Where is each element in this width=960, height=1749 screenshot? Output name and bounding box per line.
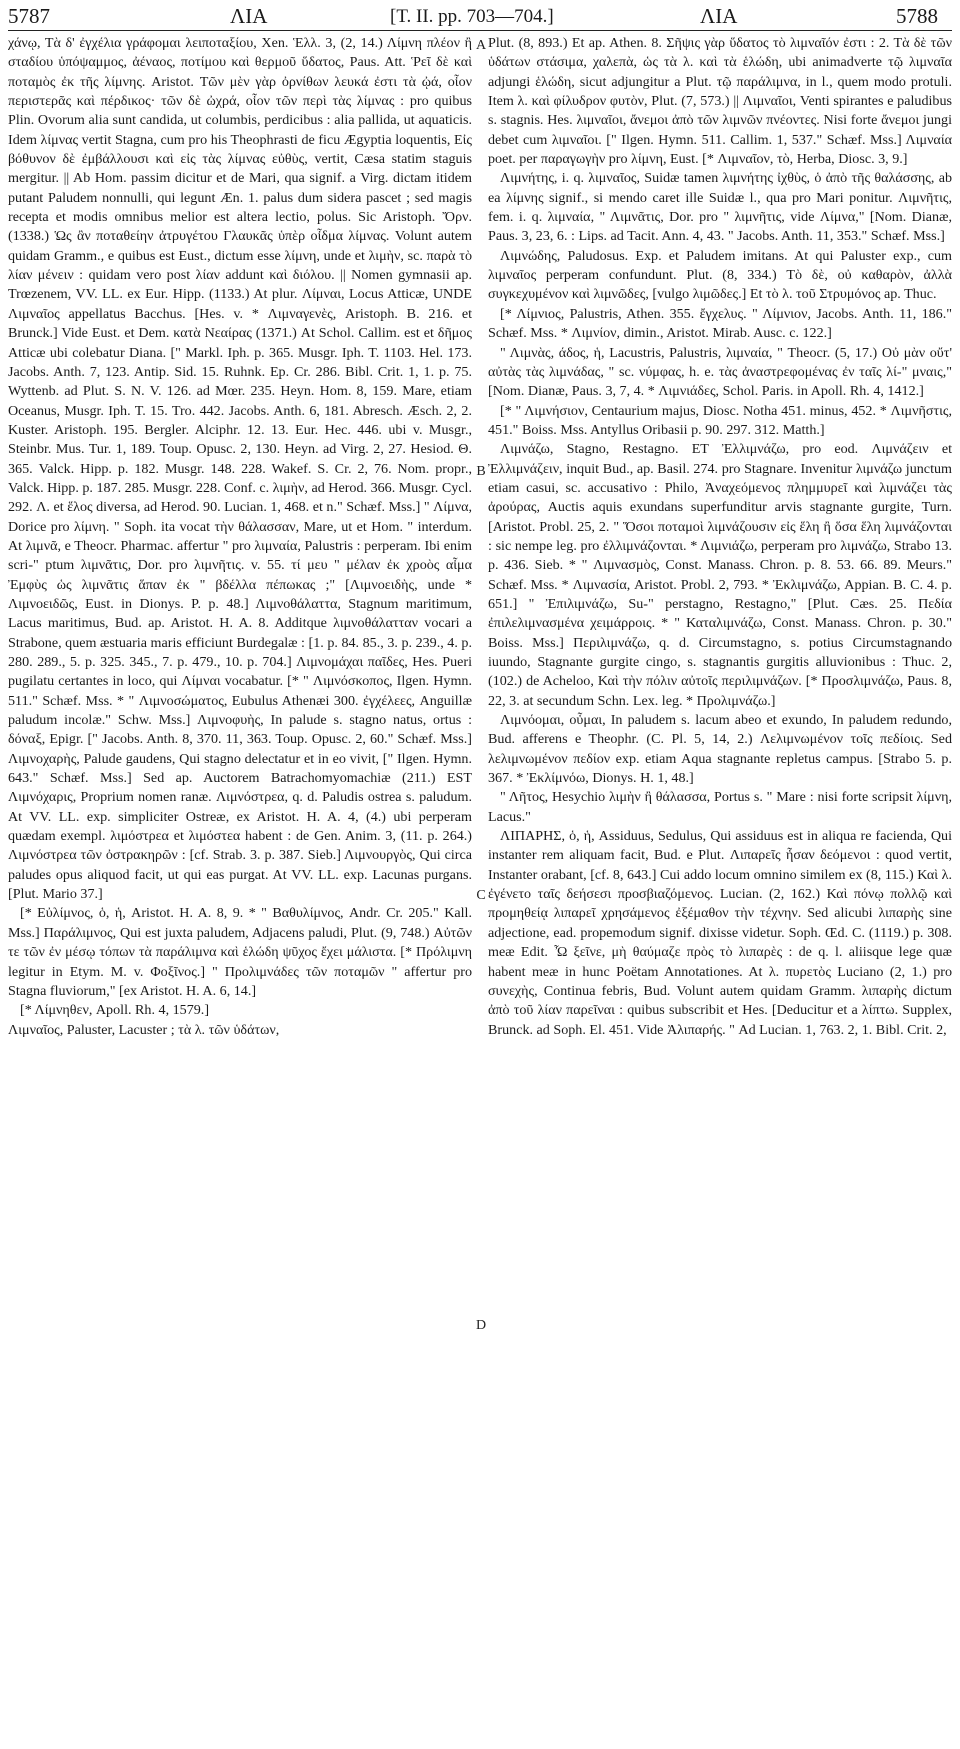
- right-entry-block: " Λῆτος, Hesychio λιμὴν ἢ θάλασσα, Portus s. " Mare : nisi forte scripsit λίμνη, Lacus.": [488, 789, 952, 825]
- right-entry-block: Plut. (8, 893.) Et ap. Athen. 8. Σῆψις γὰρ ὕδατος τὸ λιμναῖόν ἐστι : 2. Τὰ δὲ τῶν ὑδάτων στάσιμα, χαλεπὰ, ὡς τὰ λ. καὶ τὰ ἑλώδη, ubi animadverte τῷ λιμναῖα adjungi ἑλώδη, sicut adjungitur a Plut. τῷ παράλιμνα, in l., quem modo protuli. Item λ. καὶ φίλυδρον φυτὸν, Plut. (7, 573.) || Λιμναῖοι, Venti spirantes e paludibus s. stagnis. Hes. λιμναῖοι, ἄνεμοι ἀπὸ τῶν λιμνῶν πνέοντες. Nisi forte ἄνεμοι jungi debet cum λιμναῖοι. [" Ilgen. Hymn. 511. Callim. 1, 537." Schæf. Mss.] Λιμναία poet. per παραγωγὴν pro λίμνη, Eust. [* Λιμναῖον, τὸ, Herba, Diosc. 3, 9.]: [488, 35, 952, 168]
- right-entry-block: " Λιμνὰς, άδος, ἡ, Lacustris, Palustris, λιμναία, " Theocr. (5, 17.) Οὐ μὰν οὔτ' αὐτὰς τὰς λιμνάδας, " sc. νύμφας, h. e. τὰς ἀναστρεφομένας ἐν ταῖς λί-" μναις," [Nom. Dianæ, Paus. 3, 7, 4. * Λιμνιάδες, Schol. Paris. in Apoll. Rh. 4, 1412.]: [488, 344, 952, 400]
- page-header: [0, 0, 960, 34]
- running-headword-left: ΛΙΑ: [230, 4, 268, 28]
- left-entry-block: Λιμναῖος, Paluster, Lacuster ; τὰ λ. τῶν ὑδάτων,: [8, 1021, 280, 1038]
- right-entry-block: [* " Λιμνήσιον, Centaurium majus, Diosc. Notha 451. minus, 452. * Λιμνῆστις, 451." Boiss. Mss. Antyllus Oribasii p. 90. 297. 312. Matth.]: [488, 402, 952, 438]
- right-entry-block: Λιμνάζω, Stagno, Restagno. ΕΤ Ἐλλιμνάζω, pro eod. Λιμνάζειν et Ἐλλιμνάζειν, inquit Bud., ap. Basil. 274. pro Stagnare. Invenitur λιμνάζω junctum etiam casui, sc. accusativo : Philo, Ἀναχεόμενος πλημμυρεῖ καὶ λιμνάζει τὰς ἀρούρας, Auctis aquis exundans superfunditur arvis stagnante gurgite, Turn. [Aristot. Probl. 25, 2. " Ὅσοι ποταμοὶ λιμνάζουσιν εἰς ἕλη ἢ ὅσα ἕλη λιμνάζονται : sic nempe leg. pro ἐλλιμνάζονται. * Λιμνιάζω, perperam pro λιμνάζω, Strabo 13. p. 436. Sieb. * " Λιμνασμὸς, Const. Manass. Chron. p. 8. 53. 66. 89. Meurs." Schæf. Mss. * Λιμνασία, Aristot. Probl. 2, 793. * Ἐκλιμνάζω, Appian. B. C. 4. p. 651.] " Ἐπιλιμνάζω, Su-" perstagno, Restagno," [Plut. Cæs. 25. Πεδία ἐπιλελιμνασμένα χειμάρροις. * " Καταλιμνάζω, Const. Manass. Chron. p. 30." Boiss. Mss.] Περιλιμνάζω, q. d. Circumstagno, s. potius Circumstagnando iuundo, Stagnante gurgite cingo, s. stagnantis gurgitis alluvionibus : Thuc. 2, (102.) de Acheloo, Καὶ τὴν πόλιν αὐτοῖς περιλιμνάζων. [* Προσλιμνάζω, Paus. 8, 22, 3. at secundum Schn. Lex. leg. * Προλιμνάζω.]: [488, 441, 952, 709]
- right-entry-block: Λιμνόομαι, οὖμαι, In paludem s. lacum abeo et exundo, In paludem redundo, Bud. afferens e Theophr. (C. Pl. 5, 14, 2.) Λελιμνωμένον τοῖς πεδίοις. Sed λελιμνωμένον πεδίον exp. etiam Aqua stagnante repletus campus. [Strabo 5. p. 367. * Ἐκλίμνόω, Dionys. H. 1, 48.]: [488, 712, 952, 787]
- page-number-left: 5787: [8, 4, 50, 28]
- left-entry-block: [* Εὐλίμνος, ὁ, ἡ, Aristot. H. A. 8, 9. * " Βαθυλίμνος, Andr. Cr. 205." Kall. Mss.] Παράλιμνος, Qui est juxta paludem, Adjacens paludi, Plut. (9, 748.) Αὐτῶν τε τῶν ἐν μέσῳ τόπων τὰ παράλιμνα καὶ ἑλώδη ψῦχος ἔχει μάλιστα. [* Πρόλιμνη legitur in Etym. M. v. Φοξῖνος.] " Προλιμνάδες τῶν ποταμῶν " affertur pro Stagna fluviorum," [ex Aristot. H. A. 6, 14.]: [8, 905, 472, 999]
- right-entry-block: ΛΙΠΑΡΗΣ, ὁ, ἡ, Assiduus, Sedulus, Qui assiduus est in aliqua re facienda, Qui instanter rem aliquam facit, Bud. e Plut. Λιπαρεῖς ἦσαν δεόμενοι : quod vertit, Instanter orabant, [cf. 8, 643.] Cui addo locum omnino similem ex (8, 115.) Καὶ λ. ἐγένετο ταῖς δεήσεσι προσβιαζόμενος. Lucian. (2, 162.) Καὶ πόνῳ πολλῷ καὶ προμηθείᾳ λιπαρεῖ χρησάμενος ἐξέμαθον τὴν τέχνην. Sed alicubi λιπαρὴς sine adjectione, ead. propemodum signif. dixisse videtur. Soph. Œd. C. (1119.) p. 308. meæ Edit. Ὦ ξεῖνε, μὴ θαύμαζε πρὸς τὸ λιπαρὲς : de q. l. aliisque lege quæ habent meæ in hunc Poëtam Annotationes. At λ. πυρετὸς Luciano (2, 1.) pro συνεχὴς, Continua febris, Bud. Volunt autem quidam Gramm. λιπαρὴς dictum ἀπὸ τοῦ λίαν παρεῖναι : quibus subscribit et Hes. [Deducitur et a λίπτω. Supplex, Brunck. ad Soph. El. 451. Vide Ἀλιπαρής. " Ad Lucian. 1, 763. 2, 1. Bibl. Crit. 2,: [488, 828, 952, 1038]
- right-column: [488, 34, 952, 1742]
- left-column: [8, 34, 472, 1742]
- page-number-right: 5788: [896, 4, 938, 28]
- margin-letter-a: A: [475, 38, 487, 53]
- left-entry-block: χάνῳ, Τὰ δ' ἐγχέλια γράφομαι λειποταξίου, Xen. Ἑλλ. 3, (2, 14.) Λίμνη πλέον ἢ σταδίου ὑπόψαμμος, ἀέναος, ποτίμου καὶ θερμοῦ ὕδατος, Paus. Att. Ῥεῖ δὲ καὶ ποταμὸς ἐκ τῆς λίμνης. Aristot. Τῶν μὲν γὰρ ὀρνίθων λευκά ἐστι τὰ ᾠά, οἷον περιστερᾶς καὶ πέρδικος· τῶν δὲ ὠχρά, οἷον τῶν περὶ τὰς λίμνας : pro quibus Plin. Ovorum alia sunt candida, ut columbis, perdicibus : alia pallida, ut aquaticis. Idem λίμνας vertit Stagna, cum pro his Theophrasti de ficu Ægyptia loquentis, Εἰς βόθυνον δὲ ἐμβάλλουσι καὶ εἰς τὰς λίμνας εὐθὺς, vertit, Cæsa statim staguis mergitur. || Ab Hom. passim dicitur et de Mari, qua signif. a Virg. dictam itidem putant Paludem nonnulli, qui legunt Æn. 1. palus dum sidera pascet ; sed magis recepta et modis omnibus melior est altera lectio, polus. Sic Aristoph. Ὄρν. (1338.) Ὡς ἂν ποταθείην ἀτρυγέτου Γλαυκᾶς ὑπὲρ οἶδμα λίμνας. Volunt autem quidam Gramm., e quibus est Eust., dictum esse λίμνη, unde et λιμὴν, sc. παρὰ τὸ λίαν μένειν : quidam vero post λίαν addunt καὶ διόλου. || Nomen gymnasii ap. Trœzenem, VV. LL. ex Eur. Hipp. (1133.) At plur. Λίμναι, Locus Atticæ, UNDE Λιμναῖος appellatus Bacchus. [Hes. v. * Λιμναγενὲς, Aristoph. B. 216. et Brunck.] Vide Eust. et Dem. κατὰ Νεαίρας (1371.) At Schol. Callim. est et δῆμος Atticæ ubi colebatur Diana. [" Markl. Iph. p. 365. Musgr. Iph. T. 1103. Hel. 173. Jacobs. Anth. 7, 123. Antip. Sid. 15. Ruhnk. Ep. Cr. 286. Bibl. Crit. 1, 1. p. 75. Wyttenb. ad Plut. S. N. V. 126. ad Mœr. 235. Heyn. Hom. 8, 159. Mare, etiam Oceanus, Musgr. Iph. T. 15. Tro. 442. Jacobs. Anth. 6, 181. Abresch. Æsch. 2, 2. Kuster. Aristoph. 195. Bergler. Alciphr. 12. 13. Eur. Hec. 446. ubi v. Musgr., Steinbr. Mus. Tur. 1, 189. Toup. Opusc. 2, 130. Heyn. ad Virg. 2, 27. Hesiod. Θ. 365. Valck. Hipp. p. 182. Musgr. 148. 228. Wakef. S. Cr. 2, 76. Nom. propr., Valck. Hipp. p. 187. 285. Musgr. 228. Conf. c. λιμὴν, ad Herod. 366. Musgr. Cycl. 292. Λ. et ἕλος diversa, ad Herod. 90. Lucian. 1, 468. et n." Schæf. Mss.] " Λίμνα, Dorice pro λίμνη. " Soph. ita vocat τὴν θάλασσαν, Mare, ut et Hom. " interdum. At λιμνᾶ, e Theocr. Pharmac. affertur " pro λιμναία, Palustris : perperam. Ibi enim scri-" ptum λιμνᾶτις, Dor. pro λιμνῆτις. v. 55. τί μευ " μέλαν ἐκ χροὸς αἷμα Ἐμφὺς ὡς λιμνᾶτις ἅπαν ἐκ " βδέλλα πέπωκας ;" [Λιμνοειδὴς, unde * Λιμνοειδῶς, Eust. in Dionys. P. p. 48.] Λιμνοθάλαττα, Stagnum maritimum, Lacus maritimus, Bud. ap. Aristot. H. A. 8. Additque λιμνοθάλατταν vocari a Strabone, quem æstuaria maris efficiunt Burdegalæ : [1. p. 84. 85., 3. p. 239., 4. p. 280. 289., 5. p. 325. 345., 7. p. 479., 10. p. 704.] Λιμνομάχαι παῖδες, Hes. Pueri pugilatu certantes in loco, qui Λίμναι vocabatur. [* " Λιμνόσκοπος, Ilgen. Hymn. 511." Schæf. Mss. * " Λιμνοσώματος, Eubulus Athenæi 300. ἐγχέλεες, Anguillæ paludum incolæ." Schw. Mss.] Λιμνοφυὴς, In palude s. stagno natus, ortus : δόναξ, Epigr. [" Jacobs. Anth. 8, 370. 11, 363. Toup. Opusc. 2, 60." Schæf. Mss.] Λιμνοχαρὴς, Palude gaudens, Qui stagno delectatur et in eo vivit, [" Ilgen. Hymn. 643." Schæf. Mss.] Sed ap. Auctorem Batrachomyomachiæ (211.) EST Λιμνόχαρις, Proprium nomen ranæ. Λιμνόστρεα, q. d. Paludis ostrea s. paludum. At VV. LL. exp. simpliciter Ostreæ, ex Aristot. H. A. 4, (4.) ubi perperam quædam exempl. λιμόστρεα et λιμόστεα habent : de Gen. Anim. 3, (11. p. 264.) Λιμνόστρεα τῶν ὀστρακηρῶν : [cf. Strab. 3. p. 387. Sieb.] Λιμνουργὸς, Qui circa paludes opus aliquod facit, ut qui eas purgat. At VV. LL. exp. Lacunas purgans. [Plut. Mario 37.]: [8, 35, 472, 903]
- right-entry-block: [* Λίμνιος, Palustris, Athen. 355. ἔγχελυς. " Λίμνιον, Jacobs. Anth. 11, 186." Schæf. Mss. * Λιμνίον, dimin., Aristot. Mirab. Ausc. c. 122.]: [488, 305, 952, 342]
- left-entry-block: [* Λίμνηθεν, Apoll. Rh. 4, 1579.]: [20, 1002, 210, 1019]
- margin-letter-d: D: [475, 1318, 487, 1333]
- margin-letter-b: B: [476, 464, 486, 479]
- running-headword-right: ΛΙΑ: [700, 4, 738, 28]
- right-entry-block: Λιμνήτης, i. q. λιμναῖος, Suidæ tamen λιμνήτης ἰχθὺς, ὁ ἀπὸ τῆς θαλάσσης, ab ea λίμνης signif., si mendo caret ille Suidæ l., qua pro Mari ponitur. Λιμνῆτις, fem. i. q. λιμναία, " Λιμνᾶτις, Dor. pro " λιμνῆτις, vide Λίμνα," [Nom. Dianæ, Paus. 3, 23, 6. : Lips. ad Tacit. Ann. 4, 43. " Jacobs. Anth. 11, 353." Schæf. Mss.]: [488, 170, 952, 245]
- header-rule: [8, 30, 952, 31]
- volume-reference: [T. II. pp. 703—704.]: [390, 6, 554, 27]
- margin-letter-c: C: [476, 888, 486, 903]
- right-entry-block: Λιμνώδης, Paludosus. Exp. et Paludem imitans. At qui Paluster exp., cum λιμναῖος perperam confundunt. Plut. (8, 334.) Τὸ δὲ, οὐ καθαρὸν, ἀλλὰ συγκεχυμένον καὶ λιμνῶδες, [vulgo λιμῶδες.] Et τὸ λ. τοῦ Στρυμόνος ap. Thuc.: [488, 247, 952, 303]
